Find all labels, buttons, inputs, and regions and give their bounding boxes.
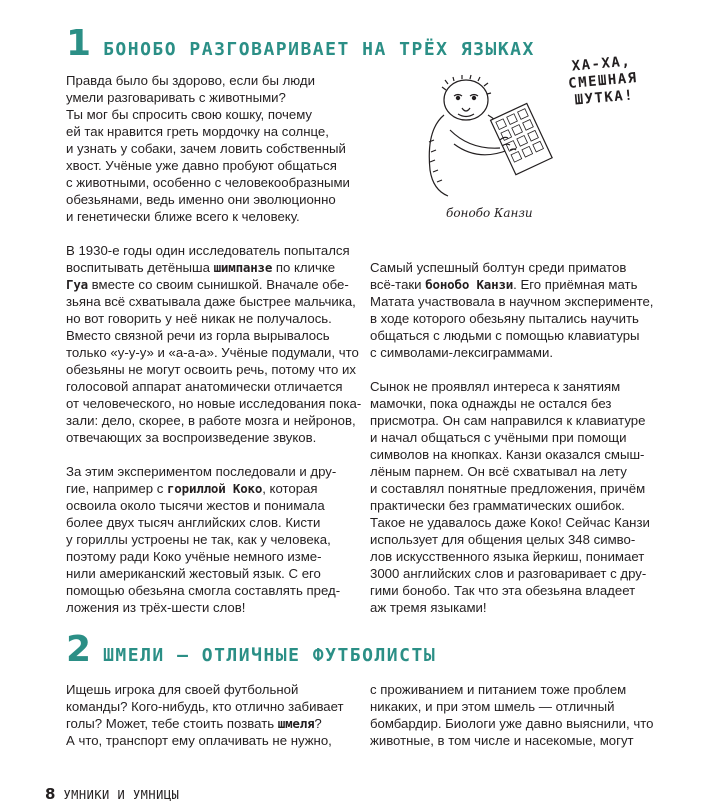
text-segment: Сынок не проявлял интереса к занятиям bbox=[370, 379, 621, 394]
text-line bbox=[370, 259, 670, 276]
text-segment: зьяна всё схватывала даже быстрее мальчика, bbox=[66, 294, 356, 309]
text-line bbox=[66, 463, 366, 480]
text-segment: символов на кнопках. Канзи оказался смыш- bbox=[370, 447, 645, 462]
text-segment: присмотра. Он сам направился к клавиатуре bbox=[370, 413, 646, 428]
text-segment: животные, в том числе и насекомые, могут bbox=[370, 733, 634, 748]
text-segment: в ходе которого обезьяну пытались научить bbox=[370, 311, 639, 326]
text-segment: лёным парнем. Он всё схватывал на лету bbox=[370, 464, 627, 479]
text-line bbox=[66, 293, 366, 310]
section-2-right-column bbox=[370, 681, 670, 766]
text-line bbox=[66, 732, 366, 749]
highlighted-term: шмеля bbox=[277, 716, 315, 731]
text-segment: Самый успешный болтун среди приматов bbox=[370, 260, 627, 275]
paragraph bbox=[370, 259, 670, 361]
paragraph bbox=[66, 681, 366, 749]
speech-line: ШУТКА! bbox=[574, 87, 635, 109]
text-segment: ложения из трёх-шести слов! bbox=[66, 600, 246, 615]
highlighted-term: гориллой Коко bbox=[166, 481, 263, 496]
section-number: 2 bbox=[66, 629, 92, 670]
text-line bbox=[66, 497, 366, 514]
text-segment: А что, транспорт ему оплачивать не нужно, bbox=[66, 733, 332, 748]
speech-line: ХА-ХА, bbox=[571, 53, 632, 75]
text-line bbox=[370, 463, 670, 480]
text-line bbox=[66, 582, 366, 599]
text-line bbox=[370, 732, 670, 749]
text-line bbox=[66, 242, 366, 259]
text-segment: Ты мог бы спросить свою кошку, почему bbox=[66, 107, 313, 122]
text-line bbox=[66, 140, 366, 157]
text-line bbox=[370, 327, 670, 344]
text-line bbox=[66, 395, 366, 412]
paragraph bbox=[370, 378, 670, 616]
text-line bbox=[66, 310, 366, 327]
text-line bbox=[66, 698, 366, 715]
text-line bbox=[370, 531, 670, 548]
section-2-heading bbox=[66, 629, 437, 670]
text-segment: помощью обезьяна смогла составлять пред- bbox=[66, 583, 341, 598]
text-line bbox=[370, 344, 670, 361]
paragraph bbox=[370, 681, 670, 749]
speech-bubble-text bbox=[546, 51, 660, 111]
text-line bbox=[66, 378, 366, 395]
paragraph bbox=[66, 72, 366, 225]
text-line bbox=[66, 106, 366, 123]
text-segment: более двух тысяч английских слов. Кисти bbox=[66, 515, 321, 530]
text-segment: зали: дело, скорее, в работе мозга и нейронов, bbox=[66, 413, 356, 428]
text-segment: Вместо связной речи из горла вырывалось bbox=[66, 328, 330, 343]
text-segment: освоила около тысячи жестов и понимала bbox=[66, 498, 325, 513]
text-line bbox=[370, 681, 670, 698]
text-line bbox=[370, 310, 670, 327]
text-line bbox=[370, 480, 670, 497]
text-segment: никаких, и при этом шмель — отличный bbox=[370, 699, 615, 714]
text-segment: За этим экспериментом последовали и дру- bbox=[66, 464, 337, 479]
text-line bbox=[66, 344, 366, 361]
highlighted-term: Гуа bbox=[66, 277, 88, 292]
text-segment: В 1930-е годы один исследователь попытался bbox=[66, 243, 350, 258]
text-segment: команды? Кого-нибудь, кто отлично забивает bbox=[66, 699, 344, 714]
text-line bbox=[66, 599, 366, 616]
text-line bbox=[370, 514, 670, 531]
text-segment: с животными, особенно с человекообразными bbox=[66, 175, 350, 190]
text-line bbox=[370, 565, 670, 582]
text-segment: поэтому ради Коко учёные немного изме- bbox=[66, 549, 322, 564]
section-1-heading bbox=[66, 23, 535, 64]
text-line bbox=[66, 259, 366, 276]
section-title: БОНОБО РАЗГОВАРИВАЕТ НА ТРЁХ ЯЗЫКАХ bbox=[103, 39, 535, 60]
text-line bbox=[66, 480, 366, 497]
text-line bbox=[66, 531, 366, 548]
text-segment: бомбардир. Биологи уже давно выяснили, что bbox=[370, 716, 654, 731]
section-1-left-column bbox=[66, 72, 366, 633]
text-segment: Правда было бы здорово, если бы люди bbox=[66, 73, 315, 88]
text-segment: и генетически ближе всего к человеку. bbox=[66, 209, 300, 224]
text-segment: мамочки, пока однажды не остался без bbox=[370, 396, 612, 411]
text-segment: гие, например с bbox=[66, 481, 167, 496]
text-segment: с проживанием и питанием тоже проблем bbox=[370, 682, 627, 697]
section-1-right-column bbox=[370, 259, 670, 633]
text-line bbox=[66, 89, 366, 106]
text-segment: ей так нравится греть мордочку на солнце, bbox=[66, 124, 329, 139]
text-segment: и узнать у собаки, зачем ловить собственный bbox=[66, 141, 346, 156]
chapter-title: УМНИКИ И УМНИЦЫ bbox=[63, 788, 180, 802]
text-line bbox=[370, 599, 670, 616]
text-line bbox=[370, 698, 670, 715]
text-segment: отвечающих за воспроизведение звуков. bbox=[66, 430, 317, 445]
text-segment: ? bbox=[314, 716, 322, 731]
text-segment: обезьяны не могут освоить речь, потому что их bbox=[66, 362, 357, 377]
text-segment: и начал общаться с учёными при помощи bbox=[370, 430, 627, 445]
text-segment: нили американский жестовый язык. С его bbox=[66, 566, 321, 581]
text-line bbox=[66, 548, 366, 565]
text-segment: Такое не удавалось даже Коко! Сейчас Канзи bbox=[370, 515, 650, 530]
text-line bbox=[370, 582, 670, 599]
text-segment: от человеческого, но новые исследования пока- bbox=[66, 396, 362, 411]
paragraph bbox=[66, 463, 366, 616]
text-segment: Матата участвовала в научном эксперименте, bbox=[370, 294, 654, 309]
text-line bbox=[66, 72, 366, 89]
page-number: 8 bbox=[45, 785, 56, 803]
illustration-caption: бонобо Канзи bbox=[446, 206, 533, 220]
text-line bbox=[66, 276, 366, 293]
text-line bbox=[370, 412, 670, 429]
text-line bbox=[370, 378, 670, 395]
text-line bbox=[66, 327, 366, 344]
paragraph bbox=[66, 242, 366, 446]
text-segment: голы? Может, тебе стоить позвать bbox=[66, 716, 278, 731]
text-segment: и составлял понятные предложения, причём bbox=[370, 481, 646, 496]
text-line bbox=[66, 191, 366, 208]
text-line bbox=[66, 361, 366, 378]
text-line bbox=[66, 681, 366, 698]
highlighted-term: шимпанзе bbox=[213, 260, 273, 275]
text-line bbox=[370, 276, 670, 293]
text-segment: 3000 английских слов и разговаривает с дру- bbox=[370, 566, 647, 581]
page-footer bbox=[45, 785, 179, 803]
text-segment: . Его приёмная мать bbox=[513, 277, 638, 292]
text-line bbox=[370, 715, 670, 732]
text-line bbox=[370, 446, 670, 463]
text-line bbox=[66, 208, 366, 225]
text-line bbox=[370, 548, 670, 565]
text-line bbox=[66, 174, 366, 191]
text-segment: воспитывать детёныша bbox=[66, 260, 214, 275]
text-line bbox=[66, 514, 366, 531]
text-line bbox=[66, 715, 366, 732]
text-segment: хвост. Учёные уже давно пробуют общаться bbox=[66, 158, 337, 173]
bonobo-illustration bbox=[414, 70, 564, 200]
text-segment: аж тремя языками! bbox=[370, 600, 487, 615]
text-line bbox=[370, 395, 670, 412]
text-segment: , которая bbox=[262, 481, 318, 496]
text-line bbox=[370, 497, 670, 514]
section-title: ШМЕЛИ — ОТЛИЧНЫЕ ФУТБОЛИСТЫ bbox=[103, 645, 437, 666]
highlighted-term: бонобо Канзи bbox=[425, 277, 514, 292]
text-segment: по кличке bbox=[272, 260, 336, 275]
text-segment: использует для общения целых 348 симво- bbox=[370, 532, 636, 547]
section-number: 1 bbox=[66, 23, 92, 64]
text-segment: голосовой аппарат анатомически отличается bbox=[66, 379, 343, 394]
text-segment: у гориллы устроены не так, как у человека, bbox=[66, 532, 331, 547]
text-segment: умели разговаривать с животными? bbox=[66, 90, 286, 105]
text-segment: Ищешь игрока для своей футбольной bbox=[66, 682, 299, 697]
text-line bbox=[66, 565, 366, 582]
text-segment: обезьянами, ведь именно они эволюционно bbox=[66, 192, 336, 207]
text-segment: но вот говорить у неё никак не получалось. bbox=[66, 311, 332, 326]
text-segment: практически без грамматических ошибок. bbox=[370, 498, 625, 513]
text-segment: вместе со своим сынишкой. Вначале обе- bbox=[87, 277, 349, 292]
text-segment: общаться с людьми с помощью клавиатуры bbox=[370, 328, 640, 343]
speech-line: СМЕШНАЯ bbox=[567, 70, 639, 93]
section-2-left-column bbox=[66, 681, 366, 766]
text-segment: всё-таки bbox=[370, 277, 426, 292]
text-line bbox=[66, 412, 366, 429]
text-segment: гими бонобо. Так что эта обезьяна владеет bbox=[370, 583, 636, 598]
text-line bbox=[66, 157, 366, 174]
text-segment: с символами-лексиграммами. bbox=[370, 345, 553, 360]
text-segment: только «у-у-у» и «а-а-а». Учёные подумали, что bbox=[66, 345, 359, 360]
text-line bbox=[66, 429, 366, 446]
text-segment: лов искусственного языка йеркиш, понимает bbox=[370, 549, 645, 564]
text-line bbox=[370, 429, 670, 446]
text-line bbox=[370, 293, 670, 310]
text-line bbox=[66, 123, 366, 140]
